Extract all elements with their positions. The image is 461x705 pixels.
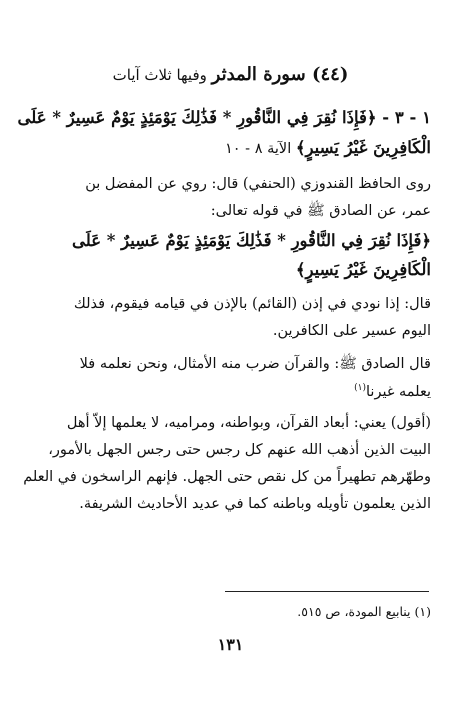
surah-title: (٤٤) سورة المدثر [211,64,349,85]
paragraph-commentary-line-4: الذين يعلمون تأويله وباطنه كما في عديد الأحاديث الشريفة. [79,496,431,512]
saying-text: يعلمه غيرنا [365,383,431,400]
paragraph-commentary-line-1: (أقول) يعني: أبعاد القرآن، وبواطنه، ومراميه، لا يعلمها إلاّ أهل [66,415,431,431]
footnote: (١) ينابيع المودة، ص ٥١٥. [297,604,431,619]
verse-reference: الآية ٨ - ١٠ [225,141,296,157]
footnote-divider [225,591,429,592]
quoted-verse-line-2: الْكَافِرِينَ غَيْرُ يَسِيرٍ﴾ [295,260,431,279]
verse-citation-line-2 [31,140,431,157]
paragraph-explanation-line-1: قال: إذا نودي في إذن (القائم) بالإذن في قيامه فيقوم، فذلك [73,296,431,312]
paragraph-saying-line-2 [31,384,431,399]
paragraph-narration-line-2: عمر، عن الصادق ﷺ في قوله تعالى: [210,203,431,219]
surah-verse-count: وفيها ثلاث آيات [112,66,212,84]
paragraph-narration-line-1: روى الحافظ القندوزي (الحنفي) قال: روي عن المفضل بن [85,176,431,192]
verse-text: الْكَافِرِينَ غَيْرُ يَسِيرٍ﴾ [295,138,431,157]
quoted-verse-line-1: ﴿فَإِذَا نُقِرَ فِي النَّاقُورِ * فَذَٰلِكَ يَوْمَئِذٍ يَوْمٌ عَسِيرٌ * عَلَى [71,231,431,250]
paragraph-explanation-line-2: اليوم عسير على الكافرين. [272,323,431,339]
surah-heading [0,64,461,85]
page-number: ١٣١ [217,635,244,654]
paragraph-saying-line-1: قال الصادق ﷺ: والقرآن ضرب منه الأمثال، ونحن نعلمه فلا [79,356,431,372]
verse-citation-line-1: ١ - ٣ - ﴿فَإِذَا نُقِرَ فِي النَّاقُورِ * فَذَٰلِكَ يَوْمَئِذٍ يَوْمٌ عَسِيرٌ * عَلَى [17,108,431,127]
paragraph-commentary-line-2: البيت الذين أذهب الله عنهم كل رجس حتى رجس الجهل بالأمور، [48,442,431,458]
footnote-marker: (١) [354,383,366,393]
paragraph-commentary-line-3: وطهّرهم تطهيراً من كل نقص حتى الجهل. فإنهم الراسخون في العلم [23,469,431,485]
